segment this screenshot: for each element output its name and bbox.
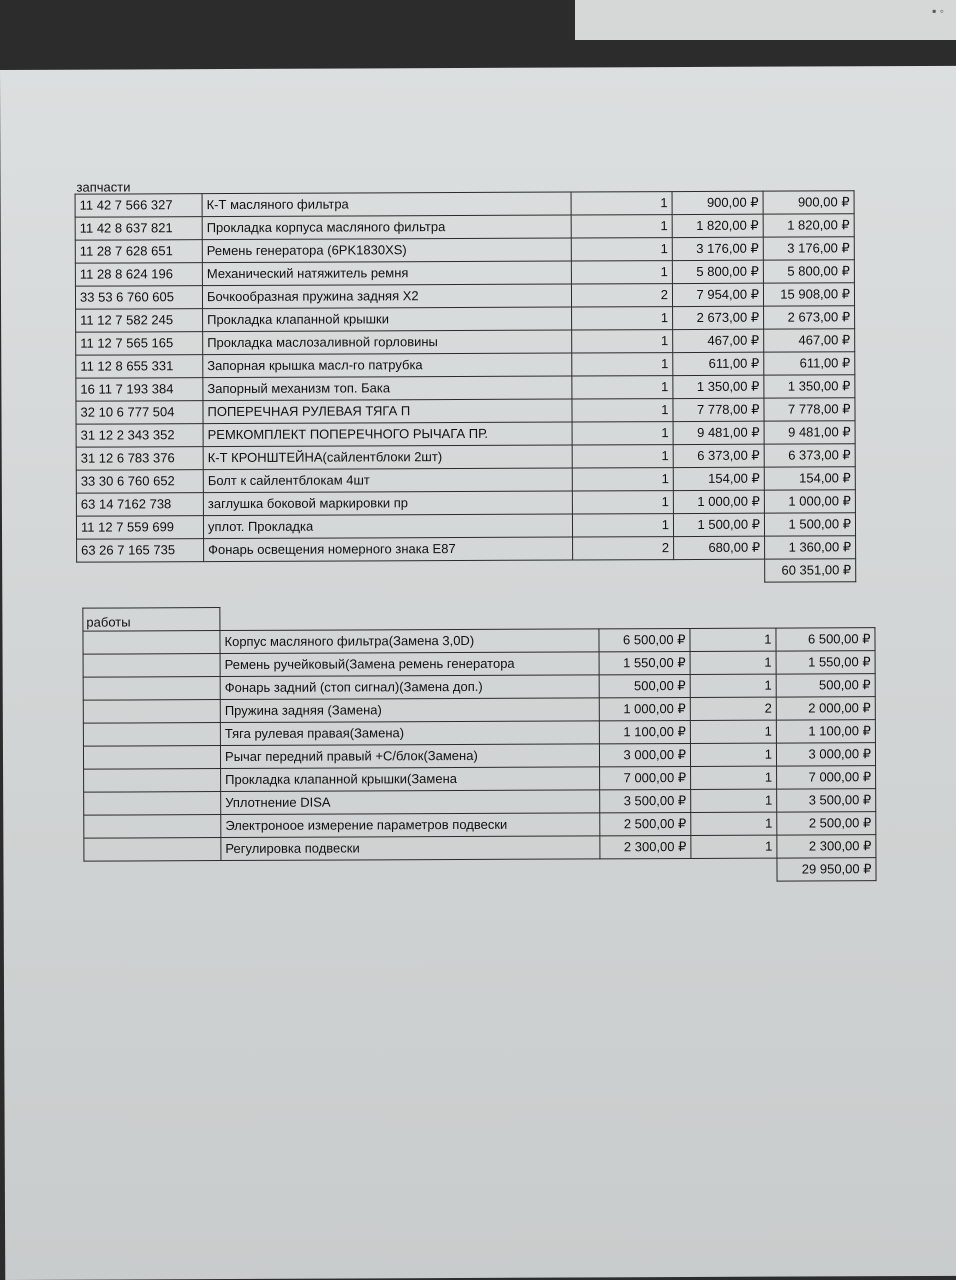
- table-row: [75, 237, 854, 263]
- work-price-cell: 2 300,00 ₽: [600, 835, 691, 858]
- work-price-cell: 1 550,00 ₽: [599, 651, 690, 674]
- part-code-cell: 31 12 6 783 376: [76, 447, 203, 471]
- work-name-cell: Прокладка клапанной крышки(Замена: [221, 767, 600, 792]
- part-sum-cell: 1 350,00 ₽: [764, 375, 855, 398]
- part-price-cell: 7 778,00 ₽: [673, 398, 764, 421]
- work-price-cell: 6 500,00 ₽: [599, 628, 690, 651]
- part-qty-cell: 1: [571, 215, 672, 238]
- work-blank-cell: [83, 746, 220, 770]
- work-name-cell: Фонарь задний (стоп сигнал)(Замена доп.): [220, 675, 599, 700]
- sheet-corner-marks-icon: ▪ ◦: [932, 4, 944, 18]
- work-sum-cell: 7 000,00 ₽: [777, 766, 876, 789]
- part-qty-cell: 1: [572, 353, 673, 376]
- part-price-cell: 1 500,00 ₽: [673, 513, 764, 536]
- work-sum-cell: 3 000,00 ₽: [776, 743, 875, 766]
- work-sum-cell: 500,00 ₽: [776, 674, 875, 697]
- parts-table-body: [75, 191, 856, 585]
- part-price-cell: 6 373,00 ₽: [673, 444, 764, 467]
- part-code-cell: 33 30 6 760 652: [76, 470, 203, 494]
- table-row: [77, 536, 856, 562]
- part-qty-cell: 1: [571, 261, 672, 284]
- table-row: [75, 214, 854, 240]
- part-sum-cell: 9 481,00 ₽: [764, 421, 855, 444]
- work-qty-cell: 2: [690, 697, 776, 720]
- part-code-cell: 33 53 6 760 605: [75, 286, 202, 310]
- part-qty-cell: 1: [572, 376, 673, 399]
- part-name-cell: Фонарь освещения номерного знака E87: [204, 537, 573, 562]
- work-sum-cell: 1 100,00 ₽: [776, 720, 875, 743]
- work-qty-cell: 1: [690, 720, 776, 743]
- part-name-cell: Запорный механизм топ. Бака: [203, 376, 572, 401]
- table-row: [76, 513, 855, 539]
- empty-cell: [599, 605, 690, 628]
- parts-section-title: запчасти: [76, 179, 131, 195]
- work-blank-cell: [83, 723, 220, 747]
- part-sum-cell: 467,00 ₽: [764, 329, 855, 352]
- table-row: [76, 490, 855, 516]
- works-title-cell: [83, 608, 220, 632]
- parts-total-row: [77, 559, 856, 585]
- work-name-cell: Уплотнение DISA: [221, 790, 600, 815]
- part-code-cell: 11 42 7 566 327: [75, 194, 202, 218]
- works-header-row: [83, 605, 875, 631]
- work-sum-cell: 2 500,00 ₽: [777, 812, 876, 835]
- part-price-cell: 154,00 ₽: [673, 467, 764, 490]
- work-sum-cell: 1 550,00 ₽: [776, 651, 875, 674]
- part-qty-cell: 1: [572, 422, 673, 445]
- part-code-cell: 63 26 7 165 735: [77, 539, 204, 563]
- work-name-cell: Корпус масляного фильтра(Замена 3,0D): [220, 629, 599, 654]
- paper-sheet: [0, 66, 956, 1280]
- empty-cell: [204, 560, 573, 585]
- table-row: [75, 283, 854, 309]
- part-code-cell: 11 12 7 559 699: [76, 516, 203, 540]
- works-total-cell: 29 950,00 ₽: [777, 858, 876, 881]
- empty-cell: [690, 605, 776, 628]
- part-name-cell: РЕМКОМПЛЕКТ ПОПЕРЕЧНОГО РЫЧАГА ПР.: [203, 422, 572, 447]
- part-sum-cell: 6 373,00 ₽: [764, 444, 855, 467]
- part-price-cell: 7 954,00 ₽: [672, 283, 763, 306]
- part-code-cell: 11 12 8 655 331: [76, 355, 203, 379]
- empty-cell: [776, 605, 875, 628]
- part-price-cell: 1 820,00 ₽: [672, 214, 763, 237]
- part-price-cell: 680,00 ₽: [674, 536, 765, 559]
- table-row: [83, 651, 875, 677]
- work-qty-cell: 1: [690, 628, 776, 651]
- part-sum-cell: 15 908,00 ₽: [763, 283, 854, 306]
- works-table: [82, 604, 876, 884]
- part-qty-cell: 1: [572, 330, 673, 353]
- works-section-title: работы: [86, 614, 131, 630]
- table-row: [84, 812, 876, 838]
- work-blank-cell: [84, 838, 221, 862]
- part-name-cell: Прокладка клапанной крышки: [203, 307, 572, 332]
- part-sum-cell: 2 673,00 ₽: [764, 306, 855, 329]
- table-row: [83, 720, 875, 746]
- part-price-cell: 467,00 ₽: [673, 329, 764, 352]
- work-blank-cell: [83, 700, 220, 724]
- part-sum-cell: 7 778,00 ₽: [764, 398, 855, 421]
- table-row: [83, 743, 875, 769]
- part-qty-cell: 1: [572, 514, 673, 537]
- table-row: [76, 329, 855, 355]
- work-price-cell: 3 000,00 ₽: [599, 743, 690, 766]
- part-qty-cell: 2: [571, 284, 672, 307]
- work-blank-cell: [83, 677, 220, 701]
- empty-cell: [573, 560, 674, 583]
- table-row: [75, 191, 854, 217]
- empty-cell: [220, 606, 599, 631]
- part-name-cell: Бочкообразная пружина задняя X2: [202, 284, 571, 309]
- empty-cell: [84, 861, 221, 885]
- part-name-cell: уплот. Прокладка: [203, 514, 572, 539]
- part-qty-cell: 1: [572, 445, 673, 468]
- part-code-cell: 31 12 2 343 352: [76, 424, 203, 448]
- work-price-cell: 2 500,00 ₽: [600, 812, 691, 835]
- work-price-cell: 1 000,00 ₽: [599, 697, 690, 720]
- part-name-cell: Механический натяжитель ремня: [202, 261, 571, 286]
- table-row: [76, 375, 855, 401]
- part-sum-cell: 3 176,00 ₽: [763, 237, 854, 260]
- parts-table: [75, 190, 857, 585]
- part-sum-cell: 5 800,00 ₽: [763, 260, 854, 283]
- empty-cell: [221, 859, 600, 884]
- table-row: [76, 352, 855, 378]
- work-blank-cell: [83, 654, 220, 678]
- work-name-cell: Пружина задняя (Замена): [220, 698, 599, 723]
- part-code-cell: 32 10 6 777 504: [76, 401, 203, 425]
- table-row: [76, 398, 855, 424]
- work-sum-cell: 2 300,00 ₽: [777, 835, 876, 858]
- table-row: [84, 835, 876, 861]
- work-name-cell: Регулировка подвески: [221, 836, 600, 861]
- part-name-cell: Болт к сайлентблокам 4шт: [203, 468, 572, 493]
- part-price-cell: 2 673,00 ₽: [673, 306, 764, 329]
- part-name-cell: ПОПЕРЕЧНАЯ РУЛЕВАЯ ТЯГА П: [203, 399, 572, 424]
- work-price-cell: 3 500,00 ₽: [600, 789, 691, 812]
- work-price-cell: 7 000,00 ₽: [600, 766, 691, 789]
- work-qty-cell: 1: [691, 812, 777, 835]
- part-price-cell: 900,00 ₽: [672, 191, 763, 214]
- empty-cell: [600, 858, 691, 881]
- part-code-cell: 11 28 8 624 196: [75, 263, 202, 287]
- part-sum-cell: 900,00 ₽: [763, 191, 854, 214]
- table-row: [84, 766, 876, 792]
- work-sum-cell: 3 500,00 ₽: [777, 789, 876, 812]
- work-sum-cell: 2 000,00 ₽: [776, 697, 875, 720]
- part-sum-cell: 154,00 ₽: [764, 467, 855, 490]
- work-price-cell: 500,00 ₽: [599, 674, 690, 697]
- part-code-cell: 63 14 7162 738: [76, 493, 203, 517]
- part-qty-cell: 1: [572, 468, 673, 491]
- parts-total-cell: 60 351,00 ₽: [765, 559, 856, 582]
- part-name-cell: заглушка боковой маркировки пр: [203, 491, 572, 516]
- part-qty-cell: 1: [572, 399, 673, 422]
- background-sheet-corner: [575, 0, 956, 40]
- part-price-cell: 9 481,00 ₽: [673, 421, 764, 444]
- part-qty-cell: 1: [572, 307, 673, 330]
- part-name-cell: Запорная крышка масл-го патрубка: [203, 353, 572, 378]
- work-sum-cell: 6 500,00 ₽: [776, 628, 875, 651]
- part-price-cell: 3 176,00 ₽: [672, 237, 763, 260]
- part-code-cell: 16 11 7 193 384: [76, 378, 203, 402]
- part-qty-cell: 1: [571, 238, 672, 261]
- works-total-row: [84, 858, 876, 884]
- part-code-cell: 11 12 7 582 245: [76, 309, 203, 333]
- part-code-cell: 11 12 7 565 165: [76, 332, 203, 356]
- part-sum-cell: 1 500,00 ₽: [764, 513, 855, 536]
- part-qty-cell: 1: [572, 491, 673, 514]
- works-table-body: [83, 605, 876, 884]
- table-row: [83, 628, 875, 654]
- work-blank-cell: [84, 815, 221, 839]
- part-code-cell: 11 28 7 628 651: [75, 240, 202, 264]
- table-row: [84, 789, 876, 815]
- table-row: [83, 697, 875, 723]
- table-row: [83, 674, 875, 700]
- part-price-cell: 1 000,00 ₽: [673, 490, 764, 513]
- part-name-cell: Прокладка корпуса масляного фильтра: [202, 215, 571, 240]
- empty-cell: [691, 858, 777, 881]
- work-name-cell: Тяга рулевая правая(Замена): [220, 721, 599, 746]
- part-name-cell: К-Т КРОНШТЕЙНА(сайлентблоки 2шт): [203, 445, 572, 470]
- work-price-cell: 1 100,00 ₽: [599, 720, 690, 743]
- work-qty-cell: 1: [690, 743, 776, 766]
- part-name-cell: Ремень генератора (6PK1830XS): [202, 238, 571, 263]
- table-row: [76, 306, 855, 332]
- part-name-cell: К-Т масляного фильтра: [202, 192, 571, 217]
- work-name-cell: Рычаг передний правый +С/блок(Замена): [220, 744, 599, 769]
- table-row: [76, 444, 855, 470]
- work-name-cell: Электроноое измерение параметров подвески: [221, 813, 600, 838]
- part-price-cell: 5 800,00 ₽: [672, 260, 763, 283]
- work-qty-cell: 1: [691, 835, 777, 858]
- work-blank-cell: [84, 769, 221, 793]
- part-sum-cell: 1 000,00 ₽: [764, 490, 855, 513]
- part-sum-cell: 1 360,00 ₽: [765, 536, 856, 559]
- part-sum-cell: 611,00 ₽: [764, 352, 855, 375]
- work-qty-cell: 1: [691, 789, 777, 812]
- part-qty-cell: 2: [573, 537, 674, 560]
- part-price-cell: 1 350,00 ₽: [673, 375, 764, 398]
- work-qty-cell: 1: [690, 674, 776, 697]
- empty-cell: [77, 562, 204, 586]
- part-price-cell: 611,00 ₽: [673, 352, 764, 375]
- part-name-cell: Прокладка маслозаливной горловины: [203, 330, 572, 355]
- work-blank-cell: [83, 631, 220, 655]
- work-name-cell: Ремень ручейковый(Замена ремень генератора: [220, 652, 599, 677]
- part-qty-cell: 1: [571, 192, 672, 215]
- work-qty-cell: 1: [690, 651, 776, 674]
- table-row: [76, 421, 855, 447]
- table-row: [76, 467, 855, 493]
- empty-cell: [674, 559, 765, 582]
- work-blank-cell: [84, 792, 221, 816]
- work-qty-cell: 1: [691, 766, 777, 789]
- table-row: [75, 260, 854, 286]
- part-sum-cell: 1 820,00 ₽: [763, 214, 854, 237]
- part-code-cell: 11 42 8 637 821: [75, 217, 202, 241]
